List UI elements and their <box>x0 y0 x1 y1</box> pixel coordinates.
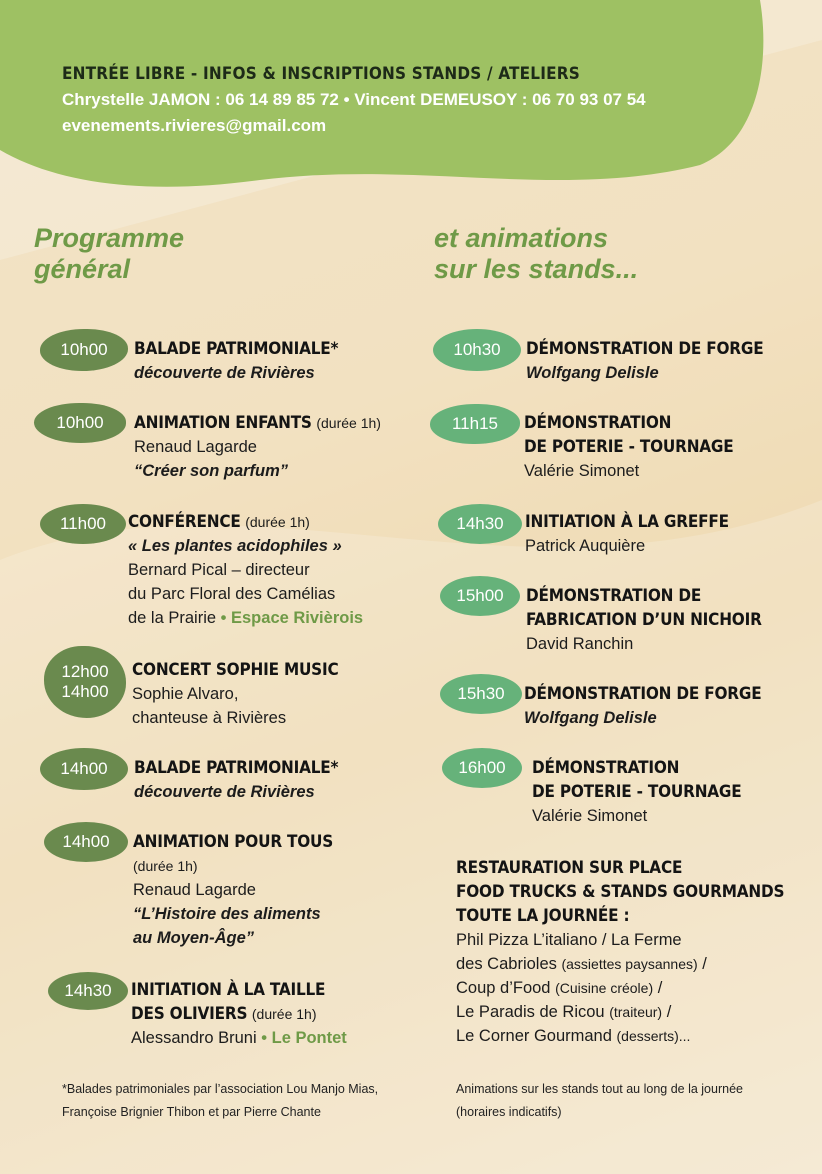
event-forge-2: DÉMONSTRATION DE FORGE Wolfgang Delisle <box>524 684 762 727</box>
event-poterie-2: DÉMONSTRATION DE POTERIE - TOURNAGE Valérie Simonet <box>532 758 742 825</box>
time-badge: 11h15 <box>430 404 520 444</box>
time-badge: 14h00 <box>40 748 128 790</box>
email[interactable]: evenements.rivieres@gmail.com <box>62 116 327 135</box>
header-title: ENTRÉE LIBRE - INFOS & INSCRIPTIONS STANDS / ATELIERS <box>62 64 580 84</box>
food-section: RESTAURATION SUR PLACE FOOD TRUCKS & STANDS GOURMANDS TOUTE LA JOURNÉE : Phil Pizza L’italiano / La Ferme des Cabrioles (assiettes paysannes) / Coup d’Food (Cuisine créole) / Le Paradis de Ricou (traiteur) / Le Corner Gourmand (desserts)... <box>456 858 785 1045</box>
time-badge: 11h00 <box>40 504 126 544</box>
event-concert: CONCERT SOPHIE MUSIC Sophie Alvaro, chanteuse à Rivières <box>132 660 339 727</box>
event-animation-tous: ANIMATION POUR TOUS (durée 1h) Renaud Lagarde “L’Histoire des aliments au Moyen-Âge” <box>133 832 334 947</box>
event-animation-enfants: ANIMATION ENFANTS (durée 1h) Renaud Lagarde “Créer son parfum” <box>134 413 381 480</box>
time-badge: 15h30 <box>440 674 522 714</box>
contacts: Chrystelle JAMON : 06 14 89 85 72 • Vincent DEMEUSOY : 06 70 93 07 54 <box>62 90 646 109</box>
event-forge-1: DÉMONSTRATION DE FORGE Wolfgang Delisle <box>526 339 764 382</box>
time-badge: 12h00 14h00 <box>44 646 126 718</box>
time-badge: 14h30 <box>48 972 128 1010</box>
time-badge: 10h00 <box>34 403 126 443</box>
time-badge: 14h30 <box>438 504 522 544</box>
time-badge: 16h00 <box>442 748 522 788</box>
event-poterie-1: DÉMONSTRATION DE POTERIE - TOURNAGE Valérie Simonet <box>524 413 734 480</box>
right-heading: et animations sur les stands... <box>434 223 639 284</box>
left-heading: Programme général <box>34 223 185 284</box>
time-badge: 15h00 <box>440 576 520 616</box>
event-taille-oliviers: INITIATION À LA TAILLE DES OLIVIERS (durée 1h) Alessandro Bruni • Le Pontet <box>131 980 347 1047</box>
left-footnote: *Balades patrimoniales par l’association Lou Manjo Mias, Françoise Brignier Thibon et par Pierre Chante <box>62 1082 379 1119</box>
event-balade-2: BALADE PATRIMONIALE* découverte de Rivières <box>134 758 339 801</box>
time-badge: 10h00 <box>40 329 128 371</box>
event-nichoir: DÉMONSTRATION DE FABRICATION D’UN NICHOIR David Ranchin <box>526 586 762 653</box>
event-greffe: INITIATION À LA GREFFE Patrick Auquière <box>525 512 729 555</box>
right-footnote: Animations sur les stands tout au long de la journée (horaires indicatifs) <box>456 1082 743 1119</box>
time-badge: 14h00 <box>44 822 128 862</box>
time-badge: 10h30 <box>433 329 521 371</box>
header <box>62 64 646 136</box>
event-balade-1: BALADE PATRIMONIALE* découverte de Rivières <box>134 339 339 382</box>
event-conference: CONFÉRENCE (durée 1h) « Les plantes acidophiles » Bernard Pical – directeur du Parc Floral des Camélias de la Prairie • Espace Rivièrois <box>128 512 364 627</box>
